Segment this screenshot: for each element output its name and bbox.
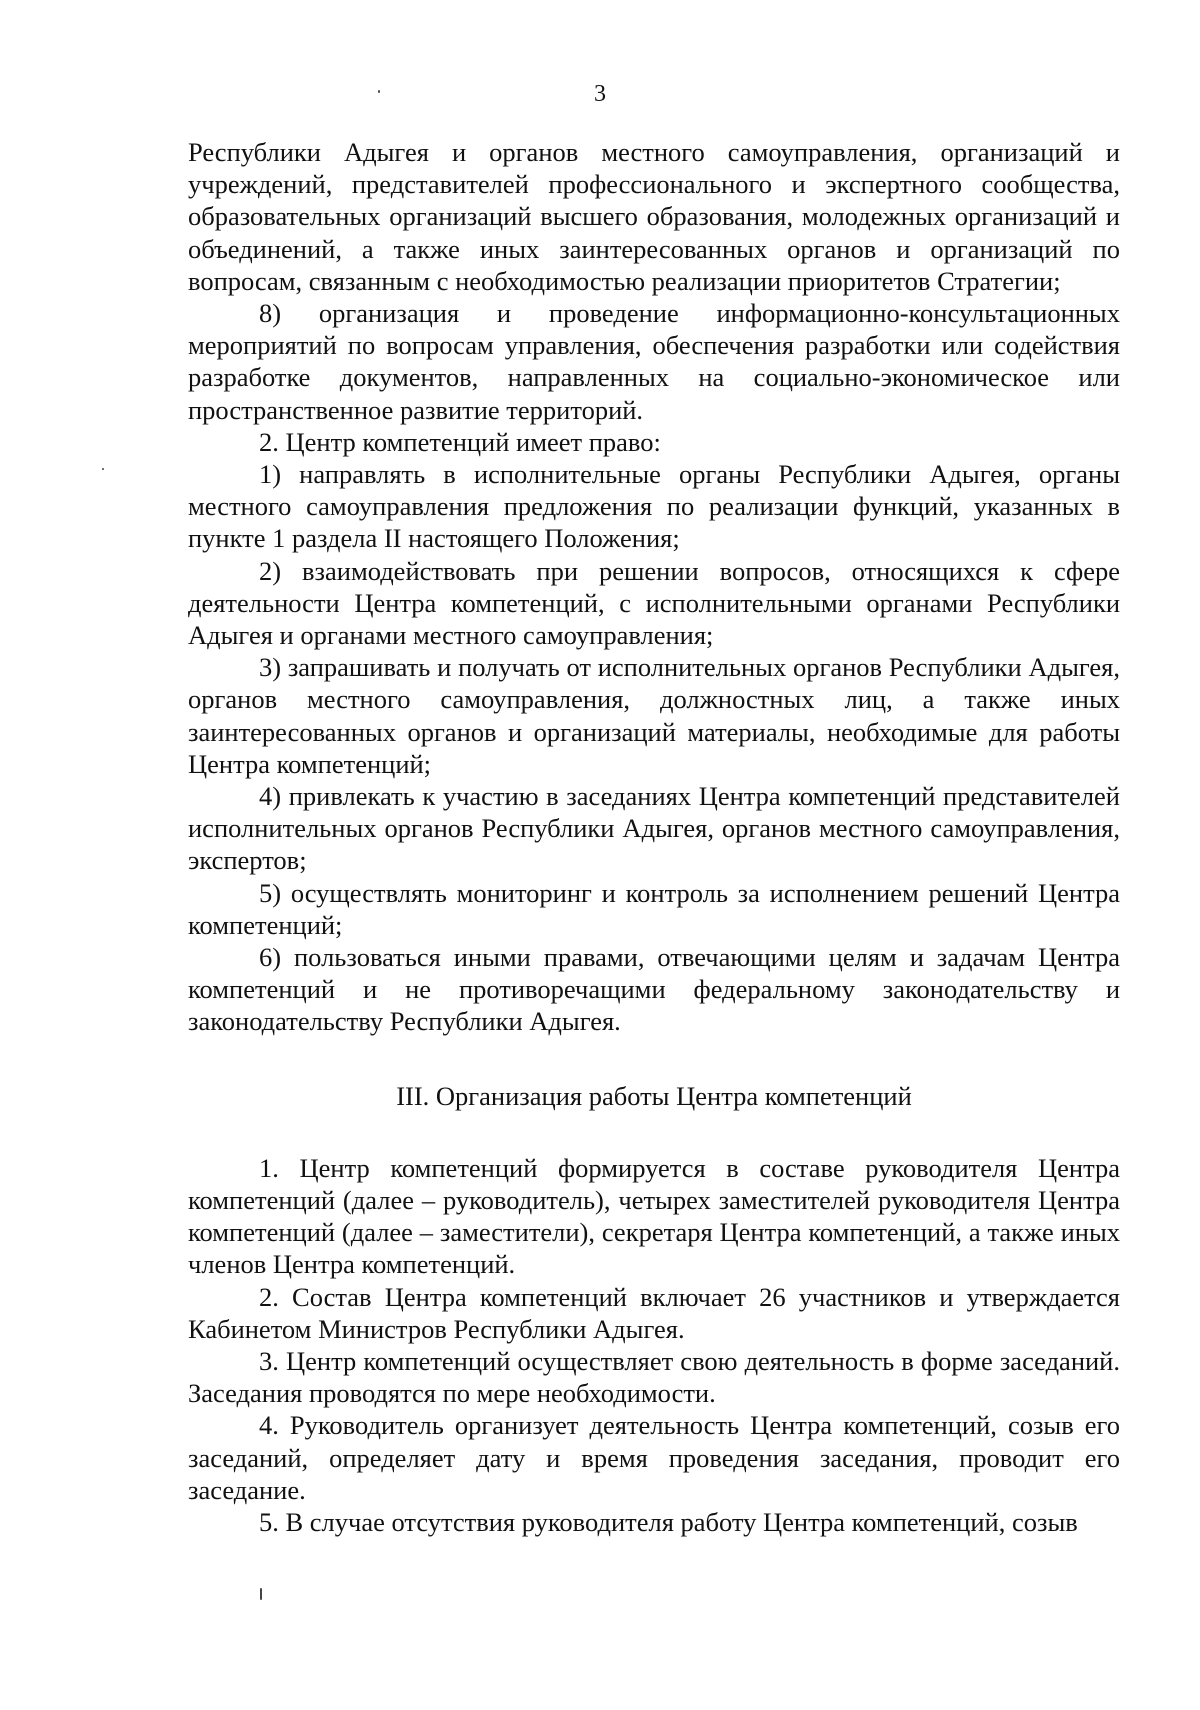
page-number: 3 bbox=[594, 81, 606, 107]
paragraph: 3. Центр компетенций осуществляет свою деятельность в форме заседаний. Заседания проводятся по мере необходимости. bbox=[188, 1345, 1120, 1409]
document-body bbox=[188, 136, 1120, 1538]
paragraph: 8) организация и проведение информационно-консультационных мероприятий по вопросам управления, обеспечения разработки или содействия разработке документов, направленных на социально-экономическое или пространственное развитие территорий. bbox=[188, 298, 1120, 425]
paragraph: Республики Адыгея и органов местного самоуправления, организаций и учреждений, представителей профессионального и экспертного сообщества, образовательных организаций высшего образования, молодежных организаций и объединений, а также иных заинтересованных органов и организаций по вопросам, связанным с необходимостью реализации приоритетов Стратегии; bbox=[188, 137, 1120, 296]
paragraph: 3) запрашивать и получать от исполнительных органов Республики Адыгея, органов местного самоуправления, должностных лиц, а также иных заинтересованных органов и организаций материалы, необходимые для работы Центра компетенций; bbox=[188, 652, 1120, 779]
scan-speck bbox=[102, 468, 104, 470]
paragraph: 5. В случае отсутствия руководителя работу Центра компетенций, созыв bbox=[259, 1506, 1078, 1537]
scan-speck bbox=[378, 90, 380, 93]
paragraph: 2. Центр компетенций имеет право: bbox=[259, 426, 661, 457]
scan-speck bbox=[260, 1588, 262, 1600]
paragraph: 4) привлекать к участию в заседаниях Центра компетенций представителей исполнительных органов Республики Адыгея, органов местного самоуправления, экспертов; bbox=[188, 781, 1120, 876]
paragraph: 2) взаимодействовать при решении вопросов, относящихся к сфере деятельности Центра компетенций, с исполнительными органами Республики Адыгея и органами местного самоуправления; bbox=[188, 555, 1120, 651]
section-heading: III. Организация работы Центра компетенций bbox=[396, 1080, 912, 1111]
paragraph: 2. Состав Центра компетенций включает 26 участников и утверждается Кабинетом Министров Республики Адыгея. bbox=[188, 1281, 1120, 1344]
paragraph: 1) направлять в исполнительные органы Республики Адыгея, органы местного самоуправления предложения по реализации функций, указанных в пункте 1 раздела II настоящего Положения; bbox=[188, 459, 1120, 554]
paragraph: 6) пользоваться иными правами, отвечающими целям и задачам Центра компетенций и не противоречащими федеральному законодательству и законодательству Республики Адыгея. bbox=[188, 942, 1120, 1037]
paragraph: 4. Руководитель организует деятельность Центра компетенций, созыв его заседаний, определяет дату и время проведения заседания, проводит его заседание. bbox=[188, 1410, 1120, 1505]
paragraph: 5) осуществлять мониторинг и контроль за исполнением решений Центра компетенций; bbox=[188, 877, 1120, 940]
paragraph: 1. Центр компетенций формируется в составе руководителя Центра компетенций (далее – руководитель), четырех заместителей руководителя Центра компетенций (далее – заместители), секретаря Центра компетенций, а также иных членов Центра компетенций. bbox=[188, 1152, 1120, 1280]
